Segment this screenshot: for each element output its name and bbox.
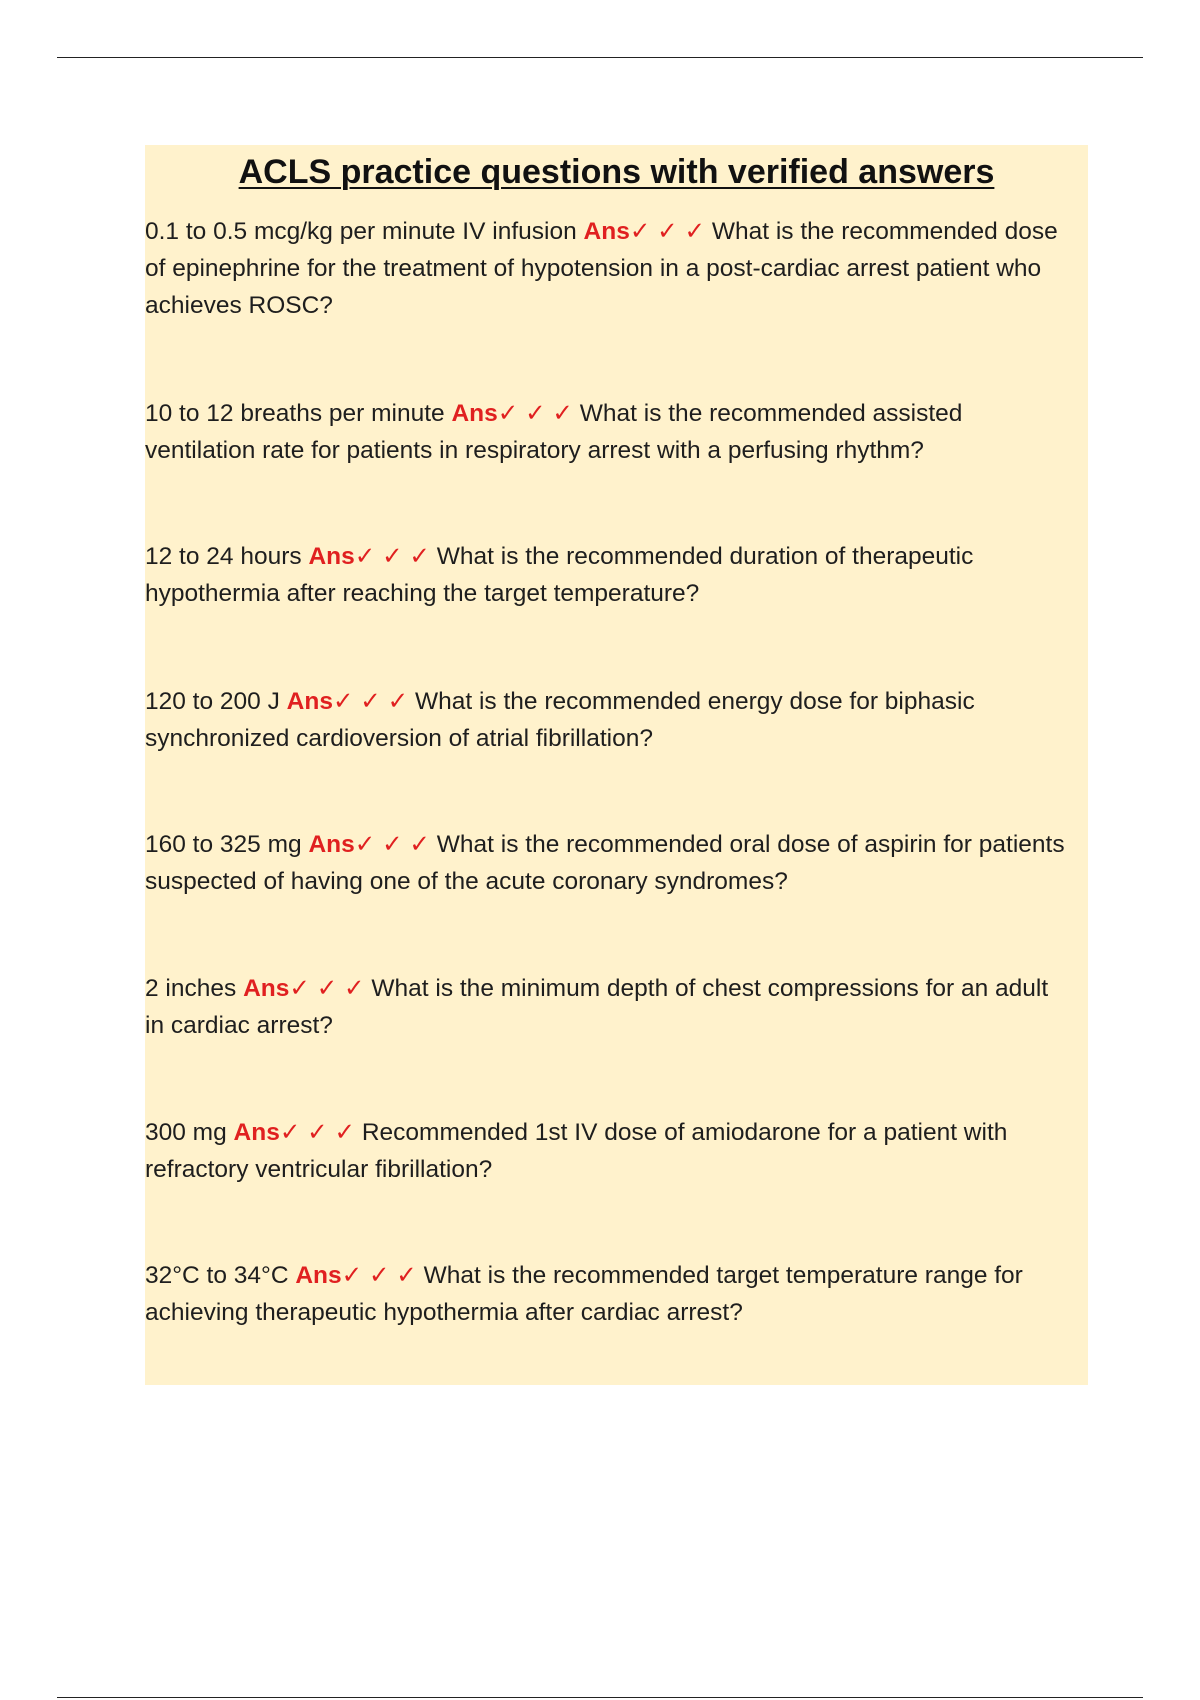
check-marks: ✓ ✓ ✓	[341, 1262, 417, 1289]
ans-label: Ans	[583, 218, 630, 245]
ans-label: Ans	[451, 400, 498, 427]
footer-rule	[57, 1697, 1143, 1698]
ans-label: Ans	[286, 688, 333, 715]
qa-question: What is the recommended dose of epinephrine for the treatment of hypotension in a post-cardiac arrest patient who achieves ROSC?	[145, 218, 1058, 319]
qa-answer: 10 to 12 breaths per minute	[145, 400, 445, 427]
check-marks: ✓ ✓ ✓	[354, 543, 430, 570]
qa-answer: 0.1 to 0.5 mcg/kg per minute IV infusion	[145, 218, 577, 245]
header-rule	[57, 57, 1143, 58]
check-marks: ✓ ✓ ✓	[629, 218, 706, 245]
qa-question: Recommended 1st IV dose of amiodarone for a patient with refractory ventricular fibrillation?	[145, 1119, 1008, 1183]
document-panel	[145, 145, 1088, 1385]
qa-item	[145, 1114, 1065, 1188]
qa-question: What is the recommended energy dose for biphasic synchronized cardioversion of atrial fibrillation?	[145, 688, 975, 752]
qa-answer: 300 mg	[145, 1119, 227, 1146]
qa-item	[145, 538, 1065, 612]
check-marks: ✓ ✓ ✓	[279, 1119, 356, 1146]
qa-item	[145, 826, 1065, 900]
check-marks: ✓ ✓ ✓	[289, 975, 365, 1002]
qa-question: What is the recommended oral dose of aspirin for patients suspected of having one of the acute coronary syndromes?	[145, 831, 1065, 895]
qa-answer: 12 to 24 hours	[145, 543, 302, 570]
qa-question: What is the recommended duration of therapeutic hypothermia after reaching the target temperature?	[145, 543, 974, 607]
document-title: ACLS practice questions with verified answers	[238, 153, 995, 191]
qa-answer: 120 to 200 J	[145, 688, 280, 715]
check-marks: ✓ ✓ ✓	[354, 831, 430, 858]
qa-answer: 160 to 325 mg	[145, 831, 302, 858]
qa-question: What is the recommended assisted ventilation rate for patients in respiratory arrest with a perfusing rhythm?	[145, 400, 963, 464]
qa-answer: 2 inches	[145, 975, 237, 1002]
check-marks: ✓ ✓ ✓	[332, 688, 409, 715]
ans-label: Ans	[295, 1262, 342, 1289]
qa-question: What is the minimum depth of chest compressions for an adult in cardiac arrest?	[145, 975, 1049, 1039]
ans-label: Ans	[308, 543, 355, 570]
qa-item	[145, 1257, 1065, 1331]
qa-item	[145, 213, 1065, 324]
qa-question: What is the recommended target temperature range for achieving therapeutic hypothermia after cardiac arrest?	[145, 1262, 1023, 1326]
qa-answer: 32°C to 34°C	[145, 1262, 289, 1289]
qa-item	[145, 395, 1065, 469]
qa-item	[145, 683, 1065, 757]
check-marks: ✓ ✓ ✓	[497, 400, 573, 427]
ans-label: Ans	[233, 1119, 280, 1146]
ans-label: Ans	[243, 975, 290, 1002]
qa-item	[145, 970, 1065, 1044]
ans-label: Ans	[308, 831, 355, 858]
